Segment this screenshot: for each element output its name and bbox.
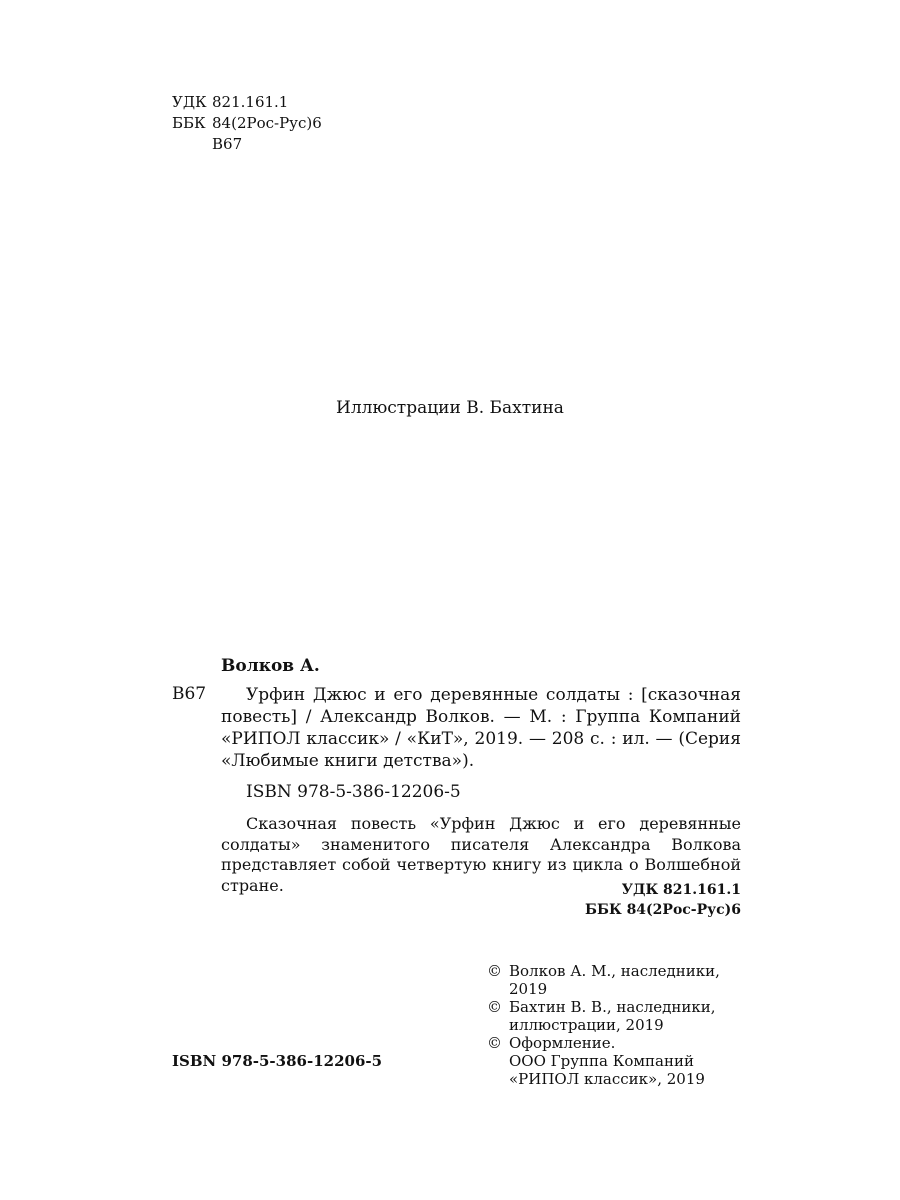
- copyright-line: Оформление.: [509, 1034, 616, 1052]
- record-description: Урфин Джюс и его деревянные солдаты : [сказочная повесть] / Александр Волков. — М. : Группа Компаний «РИПОЛ классик» / «КиТ», 2019. — 208 с. : ил. — (Серия «Любимые книги детства»).: [221, 685, 741, 771]
- copyright-icon: ©: [487, 962, 502, 980]
- isbn-bottom: ISBN 978-5-386-12206-5: [172, 1052, 383, 1070]
- classification-block: [172, 92, 322, 155]
- author-code-row: [172, 134, 322, 155]
- udk-value: 821.161.1: [212, 93, 289, 111]
- copyright-line: иллюстрации, 2019: [509, 1016, 664, 1034]
- author-code: В67: [212, 135, 243, 153]
- copyright-icon: ©: [487, 998, 502, 1016]
- copyright-icon: ©: [487, 1034, 502, 1052]
- record-author: Волков А.: [221, 656, 320, 676]
- illustrations-credit: Иллюстрации В. Бахтина: [336, 398, 564, 418]
- record-isbn: ISBN 978-5-386-12206-5: [246, 782, 461, 802]
- udk-label: УДК: [172, 93, 207, 111]
- copyright-entry: [487, 998, 757, 1034]
- copyright-line: Волков А. М., наследники, 2019: [509, 962, 720, 998]
- bbk-row: [172, 113, 322, 134]
- right-bbk: ББК 84(2Рос-Рус)6: [585, 902, 741, 918]
- bbk-value: 84(2Рос-Рус)6: [212, 114, 322, 132]
- copyright-line: ООО Группа Компаний: [509, 1052, 694, 1070]
- copyright-line: Бахтин В. В., наследники,: [509, 998, 716, 1016]
- record-code: В67: [172, 684, 207, 704]
- bbk-label: ББК: [172, 114, 206, 132]
- copyright-line: «РИПОЛ классик», 2019: [509, 1070, 705, 1088]
- copyright-block: [487, 962, 757, 1088]
- copyright-entry: [487, 1034, 757, 1088]
- udk-row: [172, 92, 322, 113]
- copyright-entry: [487, 962, 757, 998]
- record-annotation: Сказочная повесть «Урфин Джюс и его деревянные солдаты» знаменитого писателя Александра Волкова представляет собой четвертую книгу из цикла о Волшебной стране.: [221, 814, 741, 895]
- right-udk: УДК 821.161.1: [621, 882, 741, 898]
- right-classification: [560, 880, 741, 920]
